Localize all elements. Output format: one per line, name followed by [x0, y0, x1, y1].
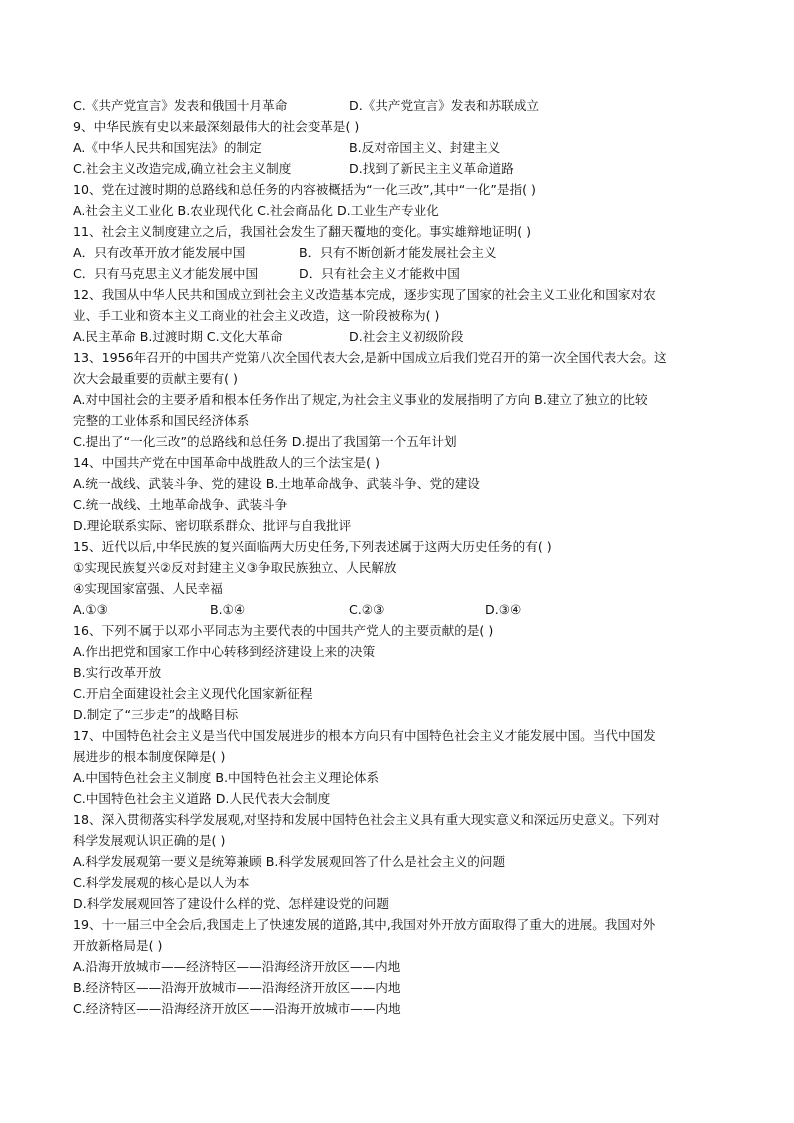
option-line: C.科学发展观的核心是以人为本 [73, 875, 250, 890]
question-12: 12、我国从中华人民共和国成立到社会主义改造基本完成，逐步实现了国家的社会主义工业化和国家对农 [73, 287, 656, 302]
option-a: A．只有改革开放才能发展中国 [73, 245, 246, 260]
question-10-options: A.社会主义工业化 B.农业现代化 C.社会商品化 D.工业生产专业化 [73, 203, 439, 218]
question-14: 14、中国共产党在中国革命中战胜敌人的三个法宝是( ) [73, 455, 380, 470]
option-line: D.科学发展观回答了建设什么样的党、怎样建设党的问题 [73, 896, 389, 911]
option-line: C.开启全面建设社会主义现代化国家新征程 [73, 686, 313, 701]
option-line: A.沿海开放城市——经济特区——沿海经济开放区——内地 [73, 959, 401, 974]
option-c: C.社会主义改造完成,确立社会主义制度 [73, 161, 292, 176]
question-9: 9、中华民族有史以来最深刻最伟大的社会变革是( ) [73, 119, 360, 134]
option-line: A.科学发展观第一要义是统筹兼顾 B.科学发展观回答了什么是社会主义的问题 [73, 854, 506, 869]
question-19-cont: 开放新格局是( ) [73, 938, 163, 953]
option-c: C.《共产党宣言》发表和俄国十月革命 [73, 98, 288, 113]
option-line: 完整的工业体系和国民经济体系 [73, 413, 250, 428]
option-line: B.实行改革开放 [73, 665, 162, 680]
option-b: B.反对帝国主义、封建主义 [349, 140, 501, 155]
question-18: 18、深入贯彻落实科学发展观,对坚持和发展中国特色社会主义具有重大现实意义和深远历史意义。下列对 [73, 812, 660, 827]
question-17: 17、中国特色社会主义是当代中国发展进步的根本方向只有中国特色社会主义才能发展中国。当代中国发 [73, 728, 656, 743]
option-line: A.中国特色社会主义制度 B.中国特色社会主义理论体系 [73, 770, 380, 785]
question-17-cont: 展进步的根本制度保障是( ) [73, 749, 226, 764]
question-11: 11、社会主义制度建立之后，我国社会发生了翻天覆地的变化。事实雄辩地证明( ) [73, 224, 532, 239]
option-d: D.找到了新民主主义革命道路 [349, 161, 514, 176]
option-b: B．只有不断创新才能发展社会主义 [299, 245, 497, 260]
option-line: A.统一战线、武装斗争、党的建设 B.土地革命战争、武装斗争、党的建设 [73, 476, 480, 491]
option-d: D.《共产党宣言》发表和苏联成立 [349, 98, 540, 113]
option-a: A.《中华人民共和国宪法》的制定 [73, 140, 262, 155]
option-line: C.经济特区——沿海经济开放区——沿海开放城市——内地 [73, 1001, 401, 1016]
option-b: B.①④ [210, 602, 246, 617]
option-c: C.②③ [349, 602, 385, 617]
option-line: C.提出了“一化三改”的总路线和总任务 D.提出了我国第一个五年计划 [73, 434, 457, 449]
question-18-cont: 科学发展观认识正确的是( ) [73, 833, 226, 848]
options-abc: A.民主革命 B.过渡时期 C.文化大革命 [73, 329, 283, 344]
option-line: C.统一战线、土地革命战争、武装斗争 [73, 497, 288, 512]
question-13-cont: 次大会最重要的贡献主要有( ) [73, 371, 238, 386]
option-line: B.经济特区——沿海开放城市——沿海经济开放区——内地 [73, 980, 401, 995]
option-a: A.①③ [73, 602, 108, 617]
option-d: D.③④ [485, 602, 522, 617]
option-line: A.对中国社会的主要矛盾和根本任务作出了规定,为社会主义事业的发展指明了方向 B.建立了独立的比较 [73, 392, 648, 407]
option-d: D.社会主义初级阶段 [349, 329, 464, 344]
option-line: D.制定了“三步走”的战略目标 [73, 707, 239, 722]
question-13: 13、1956年召开的中国共产党第八次全国代表大会,是新中国成立后我们党召开的第一次全国代表大会。这 [73, 350, 667, 365]
statement-line: ①实现民族复兴②反对封建主义③争取民族独立、人民解放 [73, 560, 397, 575]
question-16: 16、下列不属于以邓小平同志为主要代表的中国共产党人的主要贡献的是( ) [73, 623, 494, 638]
question-10: 10、党在过渡时期的总路线和总任务的内容被概括为“一化三改”,其中“一化”是指( ) [73, 182, 536, 197]
question-12-cont: 业、手工业和资本主义工商业的社会主义改造，这一阶段被称为( ) [73, 308, 440, 323]
option-line: A.作出把党和国家工作中心转移到经济建设上来的决策 [73, 644, 376, 659]
option-line: C.中国特色社会主义道路 D.人民代表大会制度 [73, 791, 331, 806]
question-15: 15、近代以后,中华民族的复兴面临两大历史任务,下列表述属于这两大历史任务的有( ) [73, 539, 552, 554]
question-19: 19、十一届三中全会后,我国走上了快速发展的道路,其中,我国对外开放方面取得了重大的进展。我国对外 [73, 917, 656, 932]
option-line: D.理论联系实际、密切联系群众、批评与自我批评 [73, 518, 352, 533]
option-c: C．只有马克思主义才能发展中国 [73, 266, 259, 281]
statement-line: ④实现国家富强、人民幸福 [73, 581, 223, 596]
option-d: D．只有社会主义才能救中国 [299, 266, 460, 281]
